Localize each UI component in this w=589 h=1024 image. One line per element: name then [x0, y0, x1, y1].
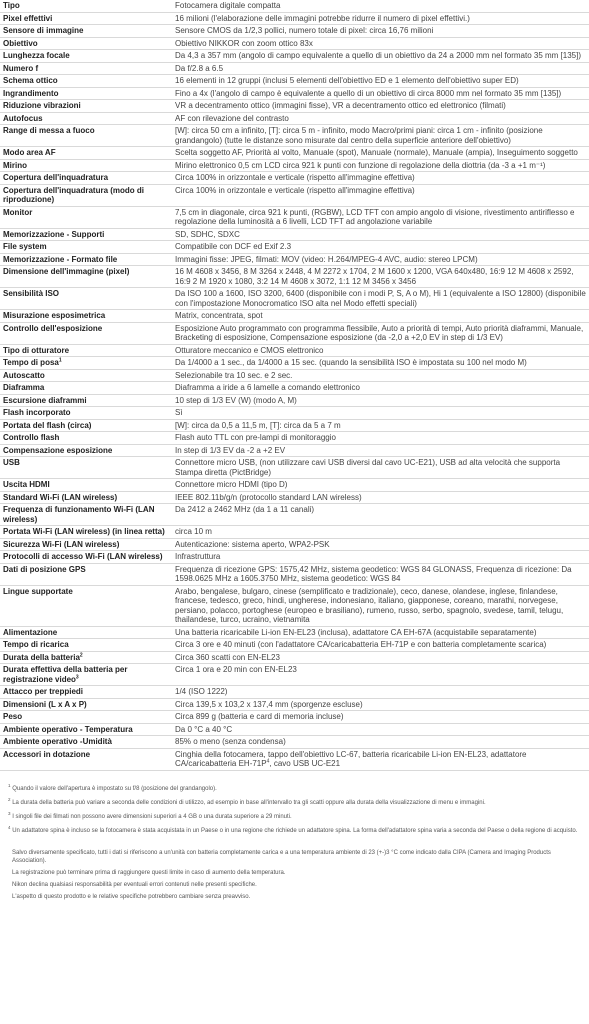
spec-label-cell — [0, 504, 172, 526]
spec-label: Autofocus — [3, 113, 43, 123]
spec-label: Ambiente operativo - Temperatura — [3, 724, 133, 734]
spec-value: Obiettivo NIKKOR con zoom ottico 83x — [175, 38, 313, 48]
spec-row — [0, 626, 589, 639]
spec-label: Schema ottico — [3, 76, 58, 85]
spec-value-cell — [172, 25, 589, 38]
spec-row — [0, 551, 589, 564]
spec-label-cell — [0, 626, 172, 639]
spec-value-cell — [172, 585, 589, 626]
spec-value: In step di 1/3 EV da -2 a +2 EV — [175, 445, 286, 455]
spec-value: Scelta soggetto AF, Priorità al volto, Manuale (spot), Manuale (normale), Manuale (ampia), Inseguimento soggetto — [175, 148, 578, 157]
spec-label-cell — [0, 585, 172, 626]
spec-label-cell — [0, 419, 172, 432]
spec-label-cell — [0, 12, 172, 25]
spec-value: Circa 899 g (batteria e card di memoria incluse) — [175, 712, 344, 721]
footnote-text: Un adattatore spina è incluso se la fotocamera è stata acquistata in un Paese o in una regione che richiede un adattatore spina. La forma dell'adattatore spina varia a seconda del Paese o della regione di acquisto. — [12, 827, 578, 834]
spec-value-cell — [172, 664, 589, 686]
spec-label: Dimensioni (L x A x P) — [3, 699, 87, 709]
spec-value: Cinghia della fotocamera, tappo dell'obiettivo LC-67, batteria ricaricabile Li-ion EN-EL23, adattatore CA/caricabatteria EH-71P — [175, 749, 527, 768]
spec-value-cell — [172, 0, 589, 12]
spec-value: Frequenza di ricezione GPS: 1575,42 MHz, sistema geodetico: WGS 84 GLONASS, Frequenza di ricezione: Da 1598.0625 MHz a 1605.3750 MHz, sistema geodetico: WGS 84 — [175, 564, 572, 583]
spec-label: Copertura dell'inquadratura (modo di riproduzione) — [3, 185, 145, 204]
spec-row — [0, 357, 589, 370]
spec-value-cell — [172, 206, 589, 228]
footnote-number: 4 — [8, 824, 11, 830]
spec-value: Autenticazione: sistema aperto, WPA2-PSK — [175, 539, 330, 549]
spec-label-cell — [0, 711, 172, 724]
spec-row — [0, 0, 589, 12]
spec-value: Immagini fisse: JPEG, filmati: MOV (video: H.264/MPEG-4 AVC, audio: stereo LPCM) — [175, 254, 478, 264]
spec-value-cell — [172, 444, 589, 457]
spec-label-cell — [0, 25, 172, 38]
spec-row — [0, 748, 589, 770]
spec-value: circa 10 m — [175, 527, 212, 536]
spec-value: Sì — [175, 408, 183, 417]
footnote — [8, 810, 585, 821]
spec-value: Circa 100% in orizzontale e verticale (rispetto all'immagine effettiva) — [175, 173, 415, 182]
spec-label-cell — [0, 310, 172, 323]
spec-row — [0, 711, 589, 724]
spec-label: Dimensione dell'immagine (pixel) — [3, 267, 130, 276]
spec-row — [0, 457, 589, 479]
spec-value-cell — [172, 228, 589, 241]
spec-value-cell — [172, 75, 589, 88]
spec-value: Fotocamera digitale compatta — [175, 1, 281, 10]
spec-value-cell — [172, 686, 589, 699]
spec-label-cell — [0, 651, 172, 664]
spec-label: Controllo flash — [3, 433, 60, 442]
spec-label: Tipo di otturatore — [3, 345, 70, 355]
spec-value-cell — [172, 504, 589, 526]
spec-label: File system — [3, 242, 47, 251]
spec-label-cell — [0, 551, 172, 564]
spec-label-cell — [0, 253, 172, 266]
spec-value: 10 step di 1/3 EV (W) (modo A, M) — [175, 395, 297, 405]
spec-label: Obiettivo — [3, 38, 38, 48]
spec-row — [0, 125, 589, 147]
spec-label: Dati di posizione GPS — [3, 564, 86, 574]
spec-value: 16 milioni (l'elaborazione delle immagini potrebbe ridurre il numero di pixel effettivi.) — [175, 13, 470, 23]
disclaimer-paragraph: La registrazione può terminare prima di raggiungere questi limite in caso di aumento della temperatura. — [12, 869, 286, 876]
spec-value-cell — [172, 37, 589, 50]
spec-label: Controllo dell'esposizione — [3, 323, 103, 333]
spec-label-cell — [0, 100, 172, 113]
spec-label-cell — [0, 50, 172, 63]
spec-label: Lunghezza focale — [3, 51, 70, 60]
spec-label-cell — [0, 206, 172, 228]
spec-value-cell — [172, 639, 589, 652]
spec-value: 7,5 cm in diagonale, circa 921 k punti, (RGBW), LCD TFT con ampio angolo di visione, rivestimento antiriflesso e regolazione della luminosità a 6 livelli, LCD TFT ad angolazione variabile — [175, 207, 575, 226]
disclaimer-paragraph: Nikon declina qualsiasi responsabilità per eventuali errori contenuti nelle presenti specifiche. — [12, 881, 257, 888]
spec-row — [0, 62, 589, 75]
spec-value: Circa 3 ore e 40 minuti (con l'adattatore CA/caricabatteria EH-71P e con batteria completamente scarica) — [175, 640, 547, 649]
spec-value-cell — [172, 62, 589, 75]
spec-label: Escursione diaframmi — [3, 395, 87, 405]
spec-label: Monitor — [3, 207, 33, 217]
spec-row — [0, 159, 589, 172]
spec-label: Copertura dell'inquadratura — [3, 173, 109, 182]
spec-row — [0, 266, 589, 288]
spec-row — [0, 241, 589, 254]
footnote-ref: 1 — [58, 357, 62, 364]
spec-label-cell — [0, 664, 172, 686]
spec-value: Circa 1 ora e 20 min con EN-EL23 — [175, 665, 297, 674]
spec-row — [0, 491, 589, 504]
footnote — [8, 782, 585, 793]
spec-label-cell — [0, 172, 172, 185]
spec-label-cell — [0, 228, 172, 241]
spec-label-cell — [0, 159, 172, 172]
spec-value-cell — [172, 357, 589, 370]
spec-row — [0, 639, 589, 652]
disclaimer — [0, 841, 589, 901]
spec-label: Tempo di posa — [3, 358, 59, 367]
spec-label-cell — [0, 407, 172, 420]
spec-value: SD, SDHC, SDXC — [175, 229, 240, 239]
spec-label: Memorizzazione - Formato file — [3, 254, 118, 264]
spec-value-cell — [172, 253, 589, 266]
spec-label: Ingrandimento — [3, 88, 59, 98]
spec-label: Memorizzazione - Supporti — [3, 229, 105, 239]
spec-row — [0, 75, 589, 88]
spec-value: Circa 139,5 x 103,2 x 137,4 mm (sporgenze escluse) — [175, 699, 363, 709]
spec-label-cell — [0, 0, 172, 12]
spec-row — [0, 37, 589, 50]
spec-value: 85% o meno (senza condensa) — [175, 737, 286, 746]
footnote-ref: 3 — [75, 673, 79, 680]
spec-label-cell — [0, 639, 172, 652]
spec-label: Sicurezza Wi-Fi (LAN wireless) — [3, 539, 120, 549]
spec-value-cell — [172, 736, 589, 749]
spec-row — [0, 228, 589, 241]
spec-value-cell — [172, 419, 589, 432]
spec-label: Range di messa a fuoco — [3, 126, 95, 135]
spec-value: Una batteria ricaricabile Li-ion EN-EL23 (inclusa), adattatore CA EH-67A (acquistabile separatamente) — [175, 627, 537, 637]
spec-value: Mirino elettronico 0,5 cm LCD circa 921 k punti con funzione di regolazione della diottria (da -3 a +1 m⁻¹) — [175, 160, 546, 170]
spec-label: Durata effettiva della batteria per registrazione video — [3, 665, 128, 684]
spec-row — [0, 253, 589, 266]
spec-row — [0, 526, 589, 539]
spec-label: Numero f — [3, 63, 39, 73]
spec-value-cell — [172, 147, 589, 160]
spec-label-cell — [0, 241, 172, 254]
spec-label: Protocolli di accesso Wi-Fi (LAN wireless) — [3, 552, 163, 561]
spec-value-cell — [172, 551, 589, 564]
spec-row — [0, 100, 589, 113]
spec-value: Da 1/4000 a 1 sec., da 1/4000 a 15 sec. (quando la sensibilità ISO è impostata su 100 nel modo M) — [175, 358, 527, 367]
spec-value-cell — [172, 310, 589, 323]
spec-label: Durata della batteria — [3, 652, 80, 662]
spec-value-cell — [172, 491, 589, 504]
spec-value-cell — [172, 626, 589, 639]
spec-value-cell — [172, 563, 589, 585]
spec-label: Portata del flash (circa) — [3, 420, 92, 430]
footnote-number: 2 — [8, 796, 11, 802]
spec-value: Circa 100% in orizzontale e verticale (rispetto all'immagine effettiva) — [175, 185, 415, 195]
spec-label-cell — [0, 62, 172, 75]
disclaimer-paragraph: Salvo diversamente specificato, tutti i dati si riferiscono a un'unità con batteria completamente carica e a una temperatura ambiente di 23 (+-)3 °C come indicato dalla CIPA (Camera and Imaging Products Association). — [12, 849, 551, 864]
spec-value: Da f/2.8 a 6.5 — [175, 63, 224, 73]
footnote-number: 1 — [8, 782, 11, 788]
spec-label: Flash incorporato — [3, 408, 71, 417]
spec-label: USB — [3, 458, 20, 467]
spec-label-cell — [0, 491, 172, 504]
spec-value-cell — [172, 125, 589, 147]
spec-label-cell — [0, 444, 172, 457]
spec-label-cell — [0, 288, 172, 310]
spec-value-cell — [172, 50, 589, 63]
spec-value: Matrix, concentrata, spot — [175, 311, 263, 320]
spec-label: Accessori in dotazione — [3, 749, 91, 759]
spec-label-cell — [0, 147, 172, 160]
spec-value: [W]: circa da 0,5 a 11,5 m, [T]: circa da 5 a 7 m — [175, 420, 341, 430]
spec-label-cell — [0, 698, 172, 711]
spec-value-cell — [172, 288, 589, 310]
spec-label-cell — [0, 526, 172, 539]
spec-value: Flash auto TTL con pre-lampi di monitoraggio — [175, 433, 336, 442]
spec-label-cell — [0, 112, 172, 125]
spec-label-cell — [0, 457, 172, 479]
spec-label: Attacco per treppiedi — [3, 687, 84, 696]
footnote-text: I singoli file dei filmati non possono avere dimensioni superiori a 4 GB o una durata superiore a 29 minuti. — [12, 813, 292, 820]
spec-value-cell — [172, 322, 589, 344]
spec-value: Da 4,3 a 357 mm (angolo di campo equivalente a quello di un obiettivo da 24 a 2000 mm nel formato 35 mm [135]) — [175, 51, 582, 60]
spec-value: Arabo, bengalese, bulgaro, cinese (semplificato e tradizionale), ceco, danese, olandese, inglese, finlandese, francese, tedesco, greco, hindi, ungherese, indonesiano, italiano, giapponese, coreano, marathi, norvegese, persiano, polacco, portoghese (europeo e brasiliano), rumeno, russo, serbo, spagnolo, svedese, tamil, telugu, thailandese, turco, ucraino, vietnamita — [175, 586, 564, 624]
spec-label-cell — [0, 736, 172, 749]
spec-value-cell — [172, 344, 589, 357]
spec-label-cell — [0, 538, 172, 551]
spec-label-cell — [0, 37, 172, 50]
spec-row — [0, 322, 589, 344]
spec-value: Esposizione Auto programmato con programma flessibile, Auto a priorità di tempi, Auto priorità diaframmi, Manuale, Bracketing di esposizione, Compensazione esposizione (da -2,0 a +2,0 EV in step di 1/3 EV) — [175, 323, 584, 342]
spec-label-cell — [0, 394, 172, 407]
spec-row — [0, 563, 589, 585]
spec-row — [0, 651, 589, 664]
spec-row — [0, 50, 589, 63]
spec-label-cell — [0, 184, 172, 206]
spec-value-cell — [172, 369, 589, 382]
spec-value-cell — [172, 457, 589, 479]
spec-label: Lingue supportate — [3, 586, 73, 596]
spec-label-cell — [0, 125, 172, 147]
spec-label: Misurazione esposimetrica — [3, 311, 106, 320]
spec-value-cell — [172, 479, 589, 492]
spec-label-cell — [0, 686, 172, 699]
spec-value-cell — [172, 538, 589, 551]
spec-row — [0, 664, 589, 686]
spec-label: Sensibilità ISO — [3, 289, 60, 298]
spec-label-cell — [0, 723, 172, 736]
spec-value: VR a decentramento ottico (immagini fisse), VR a decentramento ottico ed elettronico (filmati) — [175, 101, 506, 110]
spec-label: Standard Wi-Fi (LAN wireless) — [3, 492, 118, 502]
spec-label-cell — [0, 382, 172, 395]
spec-row — [0, 444, 589, 457]
spec-row — [0, 479, 589, 492]
spec-label-cell — [0, 266, 172, 288]
spec-label-cell — [0, 357, 172, 370]
spec-value: Selezionabile tra 10 sec. e 2 sec. — [175, 370, 293, 380]
spec-label: Frequenza di funzionamento Wi-Fi (LAN wireless) — [3, 505, 155, 524]
spec-label: Autoscatto — [3, 370, 45, 380]
spec-value: IEEE 802.11b/g/n (protocollo standard LAN wireless) — [175, 492, 362, 502]
spec-row — [0, 394, 589, 407]
spec-value: 16 elementi in 12 gruppi (inclusi 5 elementi dell'obiettivo ED e 1 elemento dell'obiettivo super ED) — [175, 76, 519, 85]
spec-value: Otturatore meccanico e CMOS elettronico — [175, 345, 324, 355]
spec-row — [0, 698, 589, 711]
spec-row — [0, 736, 589, 749]
spec-value: [W]: circa 50 cm a infinito, [T]: circa 5 m - infinito, modo Macro/primi piani: circa 1 cm - infinito (posizione grandangolo) (tutte le distanze sono misurate dal centro della superficie anteriore dell'obiettivo) — [175, 126, 543, 145]
spec-row — [0, 112, 589, 125]
spec-row — [0, 288, 589, 310]
footnote-number: 3 — [8, 810, 11, 816]
spec-label: Peso — [3, 712, 23, 721]
spec-value-cell — [172, 526, 589, 539]
spec-label: Modo area AF — [3, 148, 56, 157]
spec-value: Infrastruttura — [175, 552, 221, 561]
spec-value-tail: , cavo USB UC-E21 — [269, 759, 341, 768]
spec-value-cell — [172, 394, 589, 407]
spec-value: Fino a 4x (l'angolo di campo è equivalente a quello di un obiettivo di circa 8000 mm nel formato 35 mm [135]) — [175, 88, 562, 98]
spec-row — [0, 369, 589, 382]
spec-label: Diaframma — [3, 383, 45, 392]
spec-label: Portata Wi-Fi (LAN wireless) (in linea retta) — [3, 527, 165, 536]
spec-row — [0, 206, 589, 228]
spec-value-cell — [172, 266, 589, 288]
spec-label-cell — [0, 322, 172, 344]
spec-row — [0, 184, 589, 206]
spec-value-cell — [172, 432, 589, 445]
spec-row — [0, 12, 589, 25]
spec-value-cell — [172, 87, 589, 100]
spec-label: Ambiente operativo -Umidità — [3, 737, 112, 746]
spec-row — [0, 419, 589, 432]
spec-value-cell — [172, 651, 589, 664]
footnotes — [0, 771, 589, 835]
spec-value-cell — [172, 698, 589, 711]
spec-value: 1/4 (ISO 1222) — [175, 687, 228, 696]
spec-label: Mirino — [3, 160, 27, 170]
spec-label: Pixel effettivi — [3, 13, 53, 23]
spec-value: Circa 360 scatti con EN-EL23 — [175, 652, 280, 662]
spec-label-cell — [0, 344, 172, 357]
spec-value-cell — [172, 407, 589, 420]
spec-label: Sensore di immagine — [3, 26, 84, 35]
spec-label: Tipo — [3, 1, 20, 10]
spec-label-cell — [0, 87, 172, 100]
spec-value-cell — [172, 112, 589, 125]
spec-label: Riduzione vibrazioni — [3, 101, 81, 110]
spec-row — [0, 382, 589, 395]
spec-value: Da ISO 100 a 1600, ISO 3200, 6400 (disponibile con i modi P, S, A o M), Hi 1 (equivalente a ISO 12800) (disponibile con l'impostazione Monocromatico ISO alta nel Modo effetti speciali) — [175, 289, 586, 308]
spec-value: Connettore micro HDMI (tipo D) — [175, 480, 288, 489]
spec-value-cell — [172, 241, 589, 254]
spec-row — [0, 147, 589, 160]
spec-value: 16 M 4608 x 3456, 8 M 3264 x 2448, 4 M 2272 x 1704, 2 M 1600 x 1200, VGA 640x480, 16:9 12 M 4608 x 2592, 16:9 2 M 1920 x 1080, 3:2 14 M 4608 x 3072, 1:1 12 M 3456 x 3456 — [175, 267, 574, 286]
spec-value-cell — [172, 159, 589, 172]
footnote-ref: 4 — [266, 758, 270, 765]
spec-value: AF con rilevazione del contrasto — [175, 113, 289, 123]
spec-row — [0, 344, 589, 357]
spec-row — [0, 723, 589, 736]
footnote — [8, 824, 585, 835]
spec-value: Da 2412 a 2462 MHz (da 1 a 11 canali) — [175, 505, 315, 514]
footnote-text: La durata della batteria può variare a seconda delle condizioni di utilizzo, ad esempio in base all'intervallo tra gli scatti oppure alla durata della visualizzazione di menu e immagini. — [12, 799, 486, 806]
spec-label: Alimentazione — [3, 627, 58, 637]
spec-label: Tempo di ricarica — [3, 640, 69, 649]
spec-label-cell — [0, 75, 172, 88]
spec-row — [0, 432, 589, 445]
footnote-ref: 2 — [79, 651, 83, 658]
spec-label: Compensazione esposizione — [3, 445, 113, 455]
spec-label-cell — [0, 563, 172, 585]
spec-row — [0, 87, 589, 100]
spec-value-cell — [172, 172, 589, 185]
spec-row — [0, 310, 589, 323]
spec-label-cell — [0, 432, 172, 445]
spec-label-cell — [0, 748, 172, 770]
spec-value-cell — [172, 184, 589, 206]
spec-value: Connettore micro USB, (non utilizzare cavi USB diversi dal cavo UC-E21), USB ad alta velocità che supporta Stampa diretta (PictBridge) — [175, 458, 561, 477]
spec-label-cell — [0, 479, 172, 492]
spec-row — [0, 538, 589, 551]
disclaimer-paragraph: L'aspetto di questo prodotto e le relative specifiche potrebbero cambiare senza preavviso. — [12, 893, 251, 900]
footnote-text: Quando il valore dell'apertura è impostato su f/8 (posizione del grandangolo). — [12, 785, 217, 792]
spec-row — [0, 25, 589, 38]
spec-row — [0, 407, 589, 420]
spec-value: Diaframma a iride a 6 lamelle a comando elettronico — [175, 383, 360, 392]
spec-row — [0, 686, 589, 699]
spec-value: Sensore CMOS da 1/2,3 pollici, numero totale di pixel: circa 16,76 milioni — [175, 26, 434, 35]
spec-row — [0, 504, 589, 526]
spec-value-cell — [172, 382, 589, 395]
spec-value: Compatibile con DCF ed Exif 2.3 — [175, 242, 292, 251]
spec-value-cell — [172, 748, 589, 770]
spec-value-cell — [172, 711, 589, 724]
spec-label: Uscita HDMI — [3, 480, 50, 489]
spec-value-cell — [172, 100, 589, 113]
spec-value-cell — [172, 723, 589, 736]
footnote — [8, 796, 585, 807]
spec-value: Da 0 °C a 40 °C — [175, 724, 233, 734]
spec-label-cell — [0, 369, 172, 382]
spec-value-cell — [172, 12, 589, 25]
spec-row — [0, 172, 589, 185]
spec-row — [0, 585, 589, 626]
